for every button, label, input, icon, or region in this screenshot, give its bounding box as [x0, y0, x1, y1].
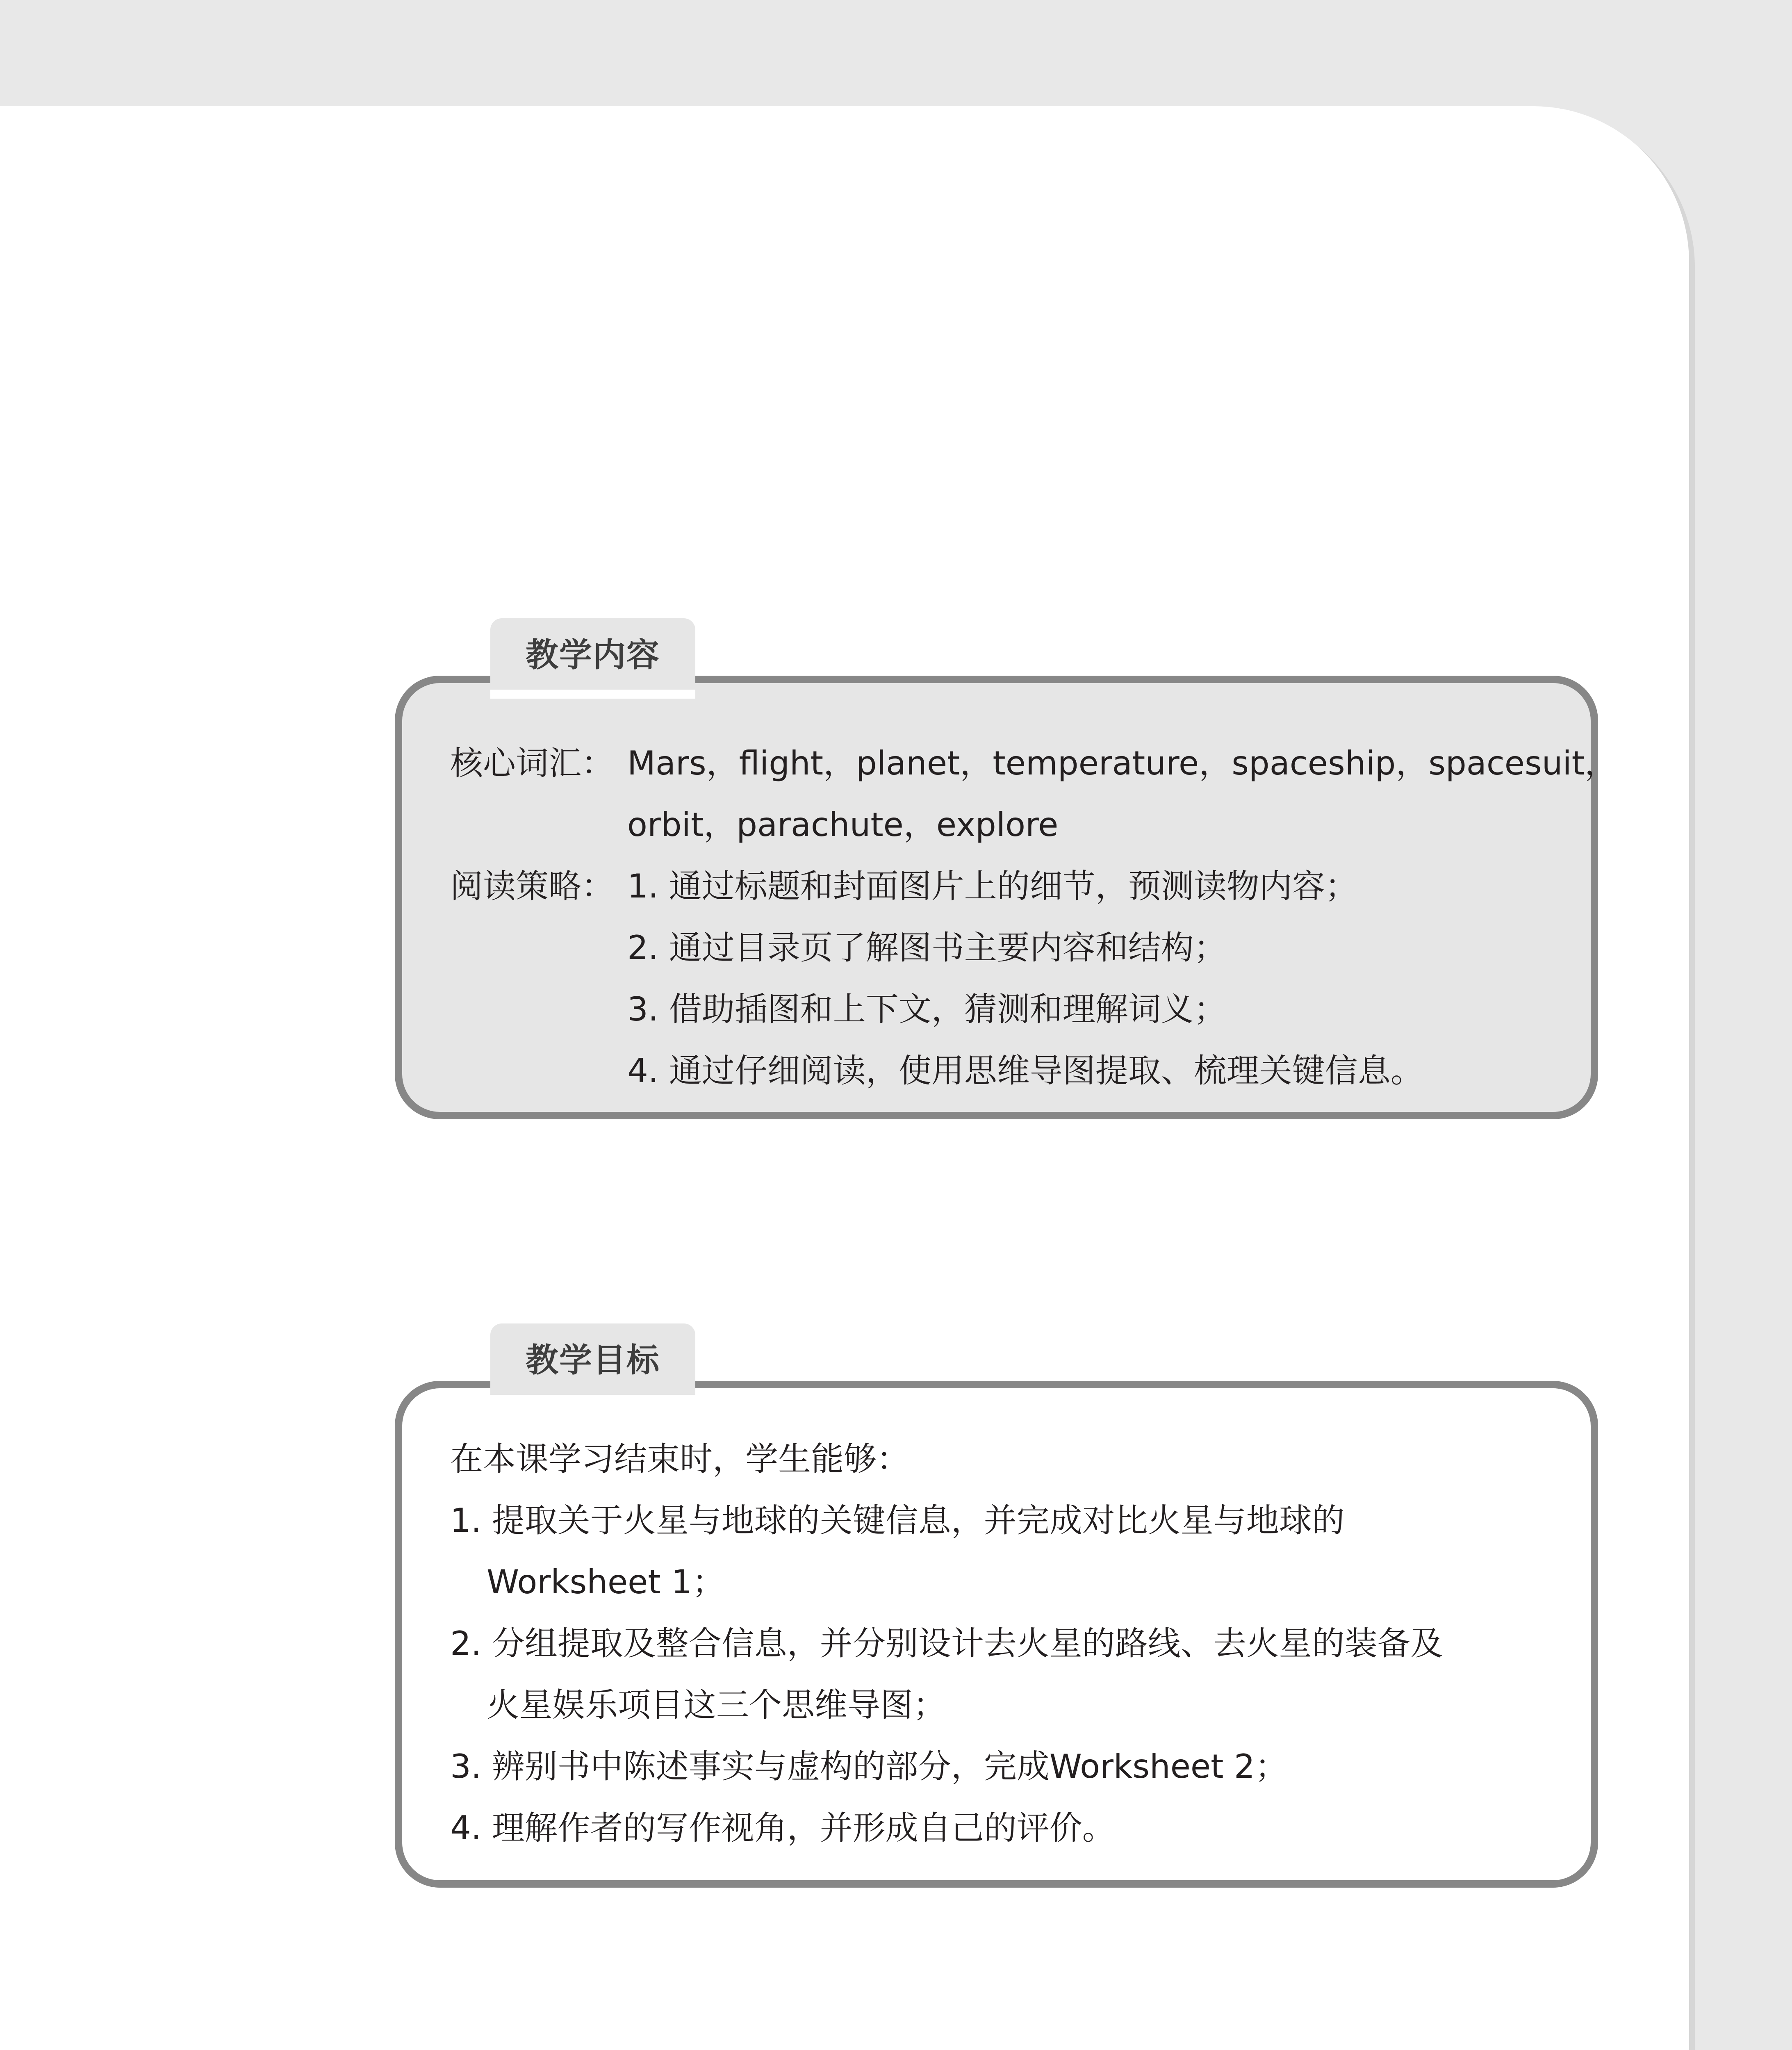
teaching-content-box: [395, 676, 1617, 1119]
vocab-line-1: Mars，flight，planet，temperature，spaceship，spacesuit，: [627, 744, 1617, 782]
teaching-goals-title: 教学目标: [526, 1341, 660, 1379]
vocab-line-2: orbit，parachute，explore: [627, 806, 1059, 844]
strategy-item: 1. 通过标题和封面图片上的细节，预测读物内容；: [627, 867, 1358, 905]
goal-item-continuation: 火星娱乐项目这三个思维导图；: [487, 1686, 946, 1724]
goal-item: 1. 提取关于火星与地球的关键信息，并完成对比火星与地球的: [450, 1501, 1345, 1540]
teaching-goals-tab: [490, 1323, 695, 1404]
strategy-item: 3. 借助插图和上下文，猜测和理解词义；: [627, 990, 1227, 1028]
goal-item: 2. 分组提取及整合信息，并分别设计去火星的路线、去火星的装备及: [450, 1624, 1443, 1663]
teaching-content-tab: [490, 618, 695, 699]
goals-intro: 在本课学习结束时，学生能够：: [450, 1440, 909, 1478]
teaching-content-title: 教学内容: [526, 636, 660, 674]
strategy-label: 阅读策略：: [450, 867, 614, 905]
strategy-item: 2. 通过目录页了解图书主要内容和结构；: [627, 929, 1227, 967]
goal-item: 4. 理解作者的写作视角，并形成自己的评价。: [450, 1809, 1115, 1847]
strategy-item: 4. 通过仔细阅读，使用思维导图提取、梳理关键信息。: [627, 1052, 1423, 1090]
goal-item: 3. 辨别书中陈述事实与虚构的部分，完成Worksheet 2；: [450, 1747, 1288, 1786]
vocab-label: 核心词汇：: [450, 744, 614, 782]
goal-item-continuation: Worksheet 1；: [487, 1563, 725, 1601]
teaching-goals-box: [395, 1381, 1598, 1888]
